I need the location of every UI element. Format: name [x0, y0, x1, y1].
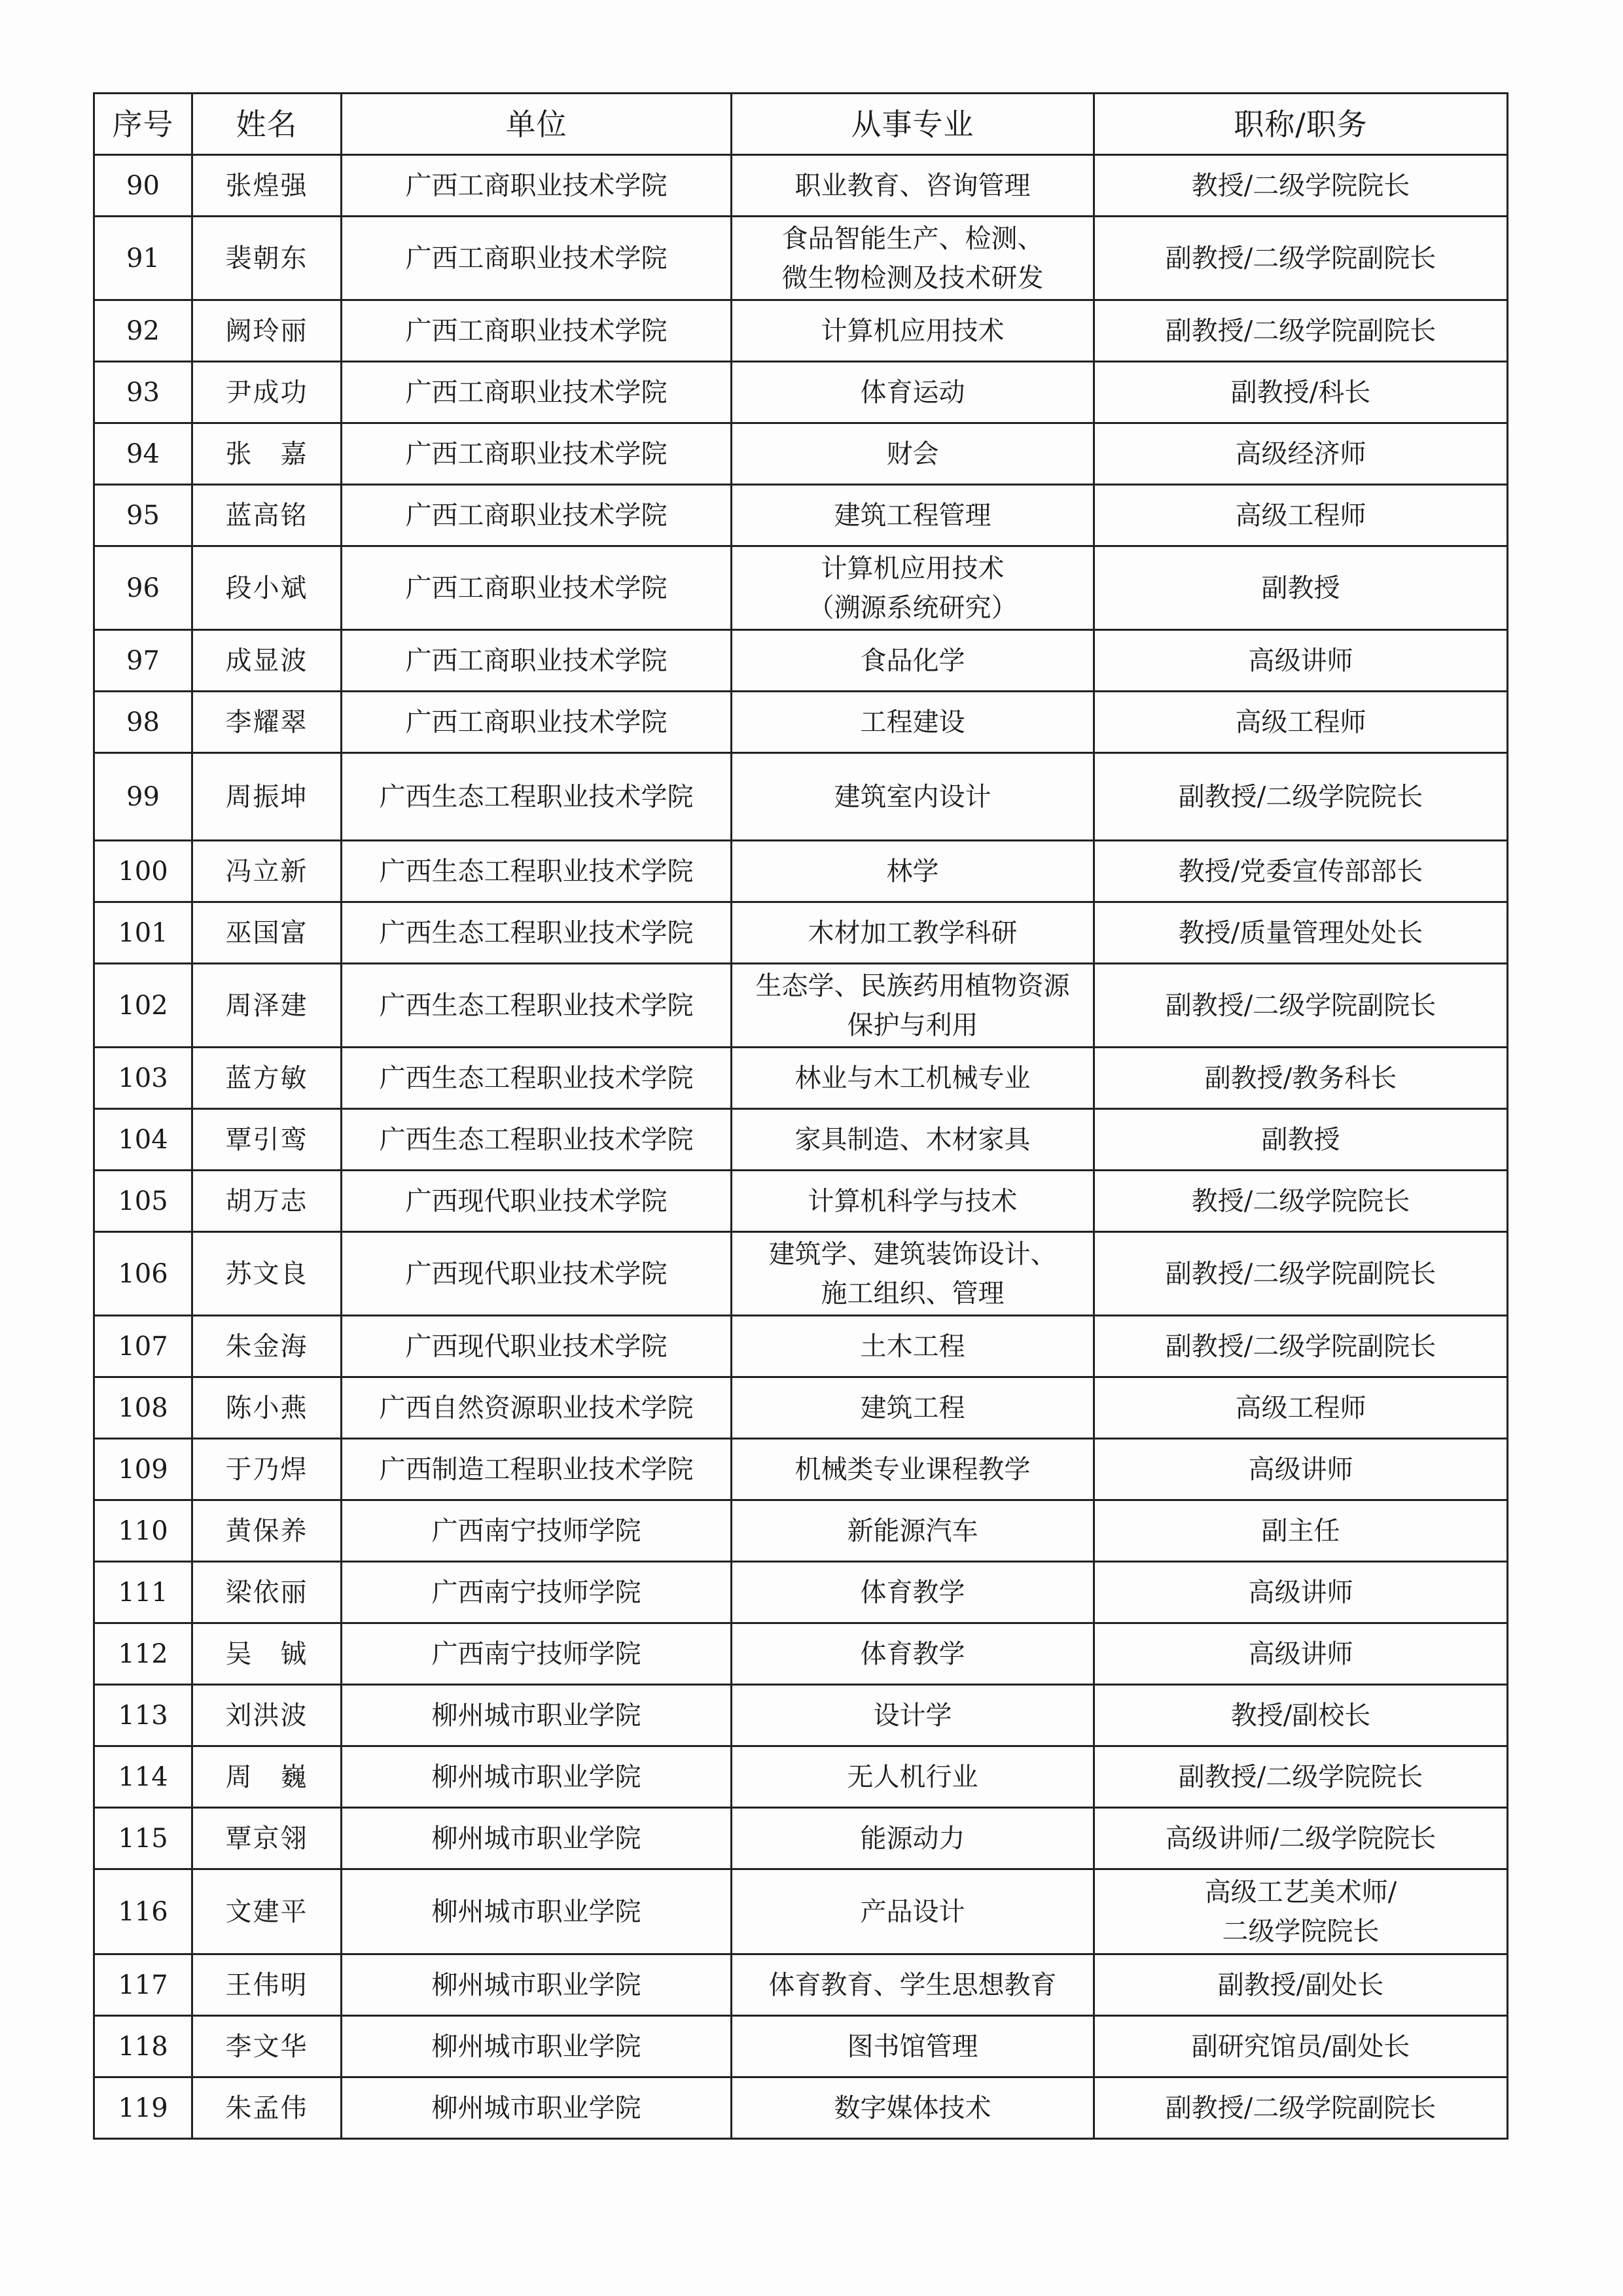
table-row: [94, 1562, 1508, 1623]
table-row: [94, 1316, 1508, 1377]
cell-name: 张 嘉: [192, 423, 342, 485]
cell-unit: 柳州城市职业学院: [342, 1869, 732, 1954]
cell-name: 段小斌: [192, 546, 342, 630]
table-row: [94, 1623, 1508, 1685]
cell-major-line: 家具制造、木材家具: [794, 1124, 1031, 1155]
table-row: [94, 1746, 1508, 1808]
table-row: [94, 964, 1508, 1048]
table-row: [94, 1439, 1508, 1500]
cell-name: 张煌强: [192, 155, 342, 217]
cell-title: [1094, 964, 1508, 1048]
cell-unit: 广西工商职业技术学院: [342, 362, 732, 423]
cell-major: [732, 1869, 1094, 1954]
cell-title-line: 高级讲师: [1248, 1577, 1353, 1608]
cell-no: 99: [94, 753, 192, 841]
cell-name: 吴 铖: [192, 1623, 342, 1685]
table-row: [94, 1232, 1508, 1316]
cell-title: [1094, 1685, 1508, 1746]
cell-major: [732, 2077, 1094, 2139]
cell-major-line: 计算机科学与技术: [808, 1186, 1018, 1216]
cell-major: [732, 1562, 1094, 1623]
cell-no: 110: [94, 1500, 192, 1562]
table-row: [94, 1109, 1508, 1171]
cell-major-line: 财会: [886, 438, 939, 469]
cell-major: [732, 1954, 1094, 2016]
cell-title: [1094, 155, 1508, 217]
cell-title-line: 副教授/二级学院副院长: [1165, 243, 1436, 274]
cell-unit: 柳州城市职业学院: [342, 1954, 732, 2016]
cell-unit: 广西生态工程职业技术学院: [342, 964, 732, 1048]
cell-major-line: 图书馆管理: [847, 2031, 978, 2062]
cell-title-line: 教授/质量管理处处长: [1178, 917, 1423, 948]
table-row: [94, 1808, 1508, 1869]
cell-title: [1094, 546, 1508, 630]
cell-major: [732, 1746, 1094, 1808]
cell-major: [732, 692, 1094, 753]
cell-title-line: 高级讲师: [1248, 1454, 1353, 1485]
cell-title: [1094, 217, 1508, 300]
cell-no: 102: [94, 964, 192, 1048]
cell-unit: 广西工商职业技术学院: [342, 155, 732, 217]
cell-no: 119: [94, 2077, 192, 2139]
cell-unit: 柳州城市职业学院: [342, 1808, 732, 1869]
cell-unit: 广西生态工程职业技术学院: [342, 1109, 732, 1171]
cell-no: 109: [94, 1439, 192, 1500]
cell-title-line: 副教授/二级学院副院长: [1165, 1331, 1436, 1362]
cell-title-line: 副教授/二级学院院长: [1178, 1761, 1423, 1792]
cell-name: 阙玲丽: [192, 300, 342, 362]
cell-major: [732, 1232, 1094, 1316]
cell-title-line: 副教授/二级学院副院长: [1165, 2093, 1436, 2123]
cell-major: [732, 155, 1094, 217]
cell-title: [1094, 1316, 1508, 1377]
cell-unit: 广西工商职业技术学院: [342, 300, 732, 362]
cell-title: [1094, 692, 1508, 753]
cell-major: [732, 1377, 1094, 1439]
cell-major: [732, 1439, 1094, 1500]
cell-unit: 柳州城市职业学院: [342, 1746, 732, 1808]
table-row: [94, 1954, 1508, 2016]
cell-unit: 广西工商职业技术学院: [342, 485, 732, 546]
header-no: 序号: [94, 94, 192, 155]
cell-major-line: 木材加工教学科研: [808, 917, 1018, 948]
cell-unit: 广西工商职业技术学院: [342, 546, 732, 630]
table-row: [94, 630, 1508, 692]
header-name: 姓名: [192, 94, 342, 155]
cell-title: [1094, 630, 1508, 692]
cell-title-line: 高级工程师: [1235, 707, 1366, 737]
cell-unit: 广西现代职业技术学院: [342, 1171, 732, 1232]
cell-no: 96: [94, 546, 192, 630]
cell-major-line: 新能源汽车: [847, 1515, 978, 1546]
table-row: [94, 546, 1508, 630]
cell-major-line: 体育教学: [860, 1638, 965, 1669]
cell-name: 刘洪波: [192, 1685, 342, 1746]
cell-title-line: 副教授: [1261, 1124, 1340, 1155]
cell-name: 李文华: [192, 2016, 342, 2077]
table-row: [94, 1377, 1508, 1439]
cell-unit: 广西南宁技师学院: [342, 1562, 732, 1623]
cell-major-line: 职业教育、咨询管理: [794, 170, 1031, 201]
cell-no: 94: [94, 423, 192, 485]
cell-unit: 广西南宁技师学院: [342, 1500, 732, 1562]
cell-title-line: 高级讲师: [1248, 1638, 1353, 1669]
cell-title-line: 副教授/副处长: [1217, 1969, 1384, 2000]
cell-title: [1094, 2016, 1508, 2077]
table-row: [94, 692, 1508, 753]
cell-name: 陈小燕: [192, 1377, 342, 1439]
table-row: [94, 217, 1508, 300]
cell-major-line: 能源动力: [860, 1823, 965, 1854]
cell-title-line: 高级讲师/二级学院院长: [1165, 1823, 1436, 1854]
cell-unit: 柳州城市职业学院: [342, 2077, 732, 2139]
cell-major: [732, 964, 1094, 1048]
cell-title: [1094, 841, 1508, 902]
cell-title-line: 副研究馆员/副处长: [1191, 2031, 1410, 2062]
cell-title-line: 教授/二级学院院长: [1191, 1186, 1410, 1216]
table-row: [94, 1171, 1508, 1232]
cell-major-line: 保护与利用: [847, 1010, 978, 1040]
cell-name: 梁依丽: [192, 1562, 342, 1623]
cell-major: [732, 1808, 1094, 1869]
cell-title-line: 副教授/二级学院副院长: [1165, 990, 1436, 1021]
cell-unit: 广西工商职业技术学院: [342, 630, 732, 692]
cell-major: [732, 1500, 1094, 1562]
cell-major-line: 体育运动: [860, 377, 965, 408]
cell-no: 107: [94, 1316, 192, 1377]
cell-title-line: 二级学院院长: [1222, 1916, 1380, 1947]
cell-title: [1094, 1048, 1508, 1109]
cell-major: [732, 217, 1094, 300]
cell-name: 蓝高铭: [192, 485, 342, 546]
cell-title-line: 高级工程师: [1235, 1392, 1366, 1423]
cell-no: 105: [94, 1171, 192, 1232]
cell-major-line: 建筑工程: [860, 1392, 965, 1423]
cell-no: 104: [94, 1109, 192, 1171]
cell-major-line: 无人机行业: [847, 1761, 978, 1792]
cell-title-line: 教授/二级学院院长: [1191, 170, 1410, 201]
cell-title: [1094, 1954, 1508, 2016]
cell-title: [1094, 485, 1508, 546]
cell-title: [1094, 1109, 1508, 1171]
cell-major: [732, 362, 1094, 423]
cell-no: 100: [94, 841, 192, 902]
cell-no: 90: [94, 155, 192, 217]
table-row: [94, 1048, 1508, 1109]
cell-name: 覃京翎: [192, 1808, 342, 1869]
cell-no: 112: [94, 1623, 192, 1685]
cell-title-line: 副教授/二级学院副院长: [1165, 1258, 1436, 1289]
cell-major-line: 施工组织、管理: [821, 1278, 1005, 1309]
cell-major-line: 食品智能生产、检测、: [781, 223, 1044, 254]
cell-major-line: 工程建设: [860, 707, 965, 737]
cell-unit: 柳州城市职业学院: [342, 2016, 732, 2077]
cell-major-line: 机械类专业课程教学: [794, 1454, 1031, 1485]
cell-title: [1094, 423, 1508, 485]
cell-title-line: 副教授/二级学院院长: [1178, 781, 1423, 812]
cell-title-line: 高级工程师: [1235, 500, 1366, 531]
cell-major-line: 建筑学、建筑装饰设计、: [768, 1239, 1057, 1269]
cell-no: 114: [94, 1746, 192, 1808]
cell-name: 冯立新: [192, 841, 342, 902]
cell-name: 蓝方敏: [192, 1048, 342, 1109]
cell-unit: 广西制造工程职业技术学院: [342, 1439, 732, 1500]
cell-name: 覃引鸾: [192, 1109, 342, 1171]
cell-title-line: 教授/副校长: [1230, 1700, 1371, 1731]
cell-title-line: 高级工艺美术师/: [1204, 1877, 1397, 1907]
cell-name: 文建平: [192, 1869, 342, 1954]
cell-major-line: 建筑工程管理: [834, 500, 991, 531]
cell-no: 97: [94, 630, 192, 692]
table-row: [94, 155, 1508, 217]
cell-major-line: 产品设计: [860, 1896, 965, 1927]
cell-title-line: 高级经济师: [1235, 438, 1366, 469]
cell-no: 91: [94, 217, 192, 300]
table-row: [94, 300, 1508, 362]
cell-major: [732, 1685, 1094, 1746]
cell-major-line: 林业与木工机械专业: [794, 1063, 1031, 1093]
cell-no: 93: [94, 362, 192, 423]
cell-title: [1094, 1500, 1508, 1562]
cell-major: [732, 1171, 1094, 1232]
cell-name: 裴朝东: [192, 217, 342, 300]
table-row: [94, 362, 1508, 423]
cell-title: [1094, 753, 1508, 841]
cell-major: [732, 1316, 1094, 1377]
cell-major: [732, 423, 1094, 485]
cell-major: [732, 1623, 1094, 1685]
cell-title-line: 教授/党委宣传部部长: [1178, 856, 1423, 887]
cell-major-line: 建筑室内设计: [834, 781, 991, 812]
cell-unit: 广西自然资源职业技术学院: [342, 1377, 732, 1439]
header-unit: 单位: [342, 94, 732, 155]
cell-no: 113: [94, 1685, 192, 1746]
cell-major-line: 设计学: [873, 1700, 952, 1731]
cell-no: 111: [94, 1562, 192, 1623]
cell-unit: 广西生态工程职业技术学院: [342, 841, 732, 902]
table-row: [94, 1869, 1508, 1954]
cell-name: 于乃焊: [192, 1439, 342, 1500]
cell-major: [732, 902, 1094, 964]
cell-major: [732, 300, 1094, 362]
cell-title-line: 副主任: [1261, 1515, 1340, 1546]
cell-major-line: 土木工程: [860, 1331, 965, 1362]
cell-unit: 广西生态工程职业技术学院: [342, 902, 732, 964]
cell-name: 周振坤: [192, 753, 342, 841]
cell-title-line: 副教授: [1261, 573, 1340, 603]
cell-no: 92: [94, 300, 192, 362]
cell-major-line: （溯源系统研究）: [808, 592, 1018, 623]
cell-no: 118: [94, 2016, 192, 2077]
cell-title: [1094, 902, 1508, 964]
cell-name: 李耀翠: [192, 692, 342, 753]
cell-no: 106: [94, 1232, 192, 1316]
cell-name: 王伟明: [192, 1954, 342, 2016]
cell-unit: 广西生态工程职业技术学院: [342, 753, 732, 841]
cell-title: [1094, 1562, 1508, 1623]
cell-major: [732, 753, 1094, 841]
table-row: [94, 902, 1508, 964]
cell-name: 巫国富: [192, 902, 342, 964]
cell-title: [1094, 1171, 1508, 1232]
cell-name: 胡万志: [192, 1171, 342, 1232]
cell-name: 周 巍: [192, 1746, 342, 1808]
cell-title: [1094, 300, 1508, 362]
cell-unit: 广西工商职业技术学院: [342, 217, 732, 300]
cell-no: 117: [94, 1954, 192, 2016]
table-row: [94, 423, 1508, 485]
cell-major: [732, 1109, 1094, 1171]
cell-major: [732, 841, 1094, 902]
cell-title-line: 高级讲师: [1248, 645, 1353, 676]
cell-major-line: 数字媒体技术: [834, 2093, 991, 2123]
cell-no: 103: [94, 1048, 192, 1109]
cell-no: 101: [94, 902, 192, 964]
cell-title: [1094, 1808, 1508, 1869]
cell-title: [1094, 1869, 1508, 1954]
cell-title: [1094, 1746, 1508, 1808]
cell-name: 成显波: [192, 630, 342, 692]
cell-unit: 广西工商职业技术学院: [342, 692, 732, 753]
cell-unit: 广西现代职业技术学院: [342, 1232, 732, 1316]
cell-major-line: 计算机应用技术: [821, 553, 1005, 584]
cell-major-line: 食品化学: [860, 645, 965, 676]
cell-name: 周泽建: [192, 964, 342, 1048]
table-header-row: [94, 94, 1508, 155]
cell-title: [1094, 1232, 1508, 1316]
cell-major-line: 微生物检测及技术研发: [781, 262, 1044, 293]
cell-no: 108: [94, 1377, 192, 1439]
cell-title-line: 副教授/科长: [1230, 377, 1371, 408]
cell-title: [1094, 1439, 1508, 1500]
cell-title: [1094, 1377, 1508, 1439]
cell-no: 116: [94, 1869, 192, 1954]
cell-unit: 广西工商职业技术学院: [342, 423, 732, 485]
cell-no: 115: [94, 1808, 192, 1869]
cell-major: [732, 485, 1094, 546]
table-row: [94, 753, 1508, 841]
cell-title-line: 副教授/教务科长: [1204, 1063, 1397, 1093]
cell-major-line: 体育教学: [860, 1577, 965, 1608]
cell-unit: 柳州城市职业学院: [342, 1685, 732, 1746]
cell-major: [732, 630, 1094, 692]
cell-major-line: 计算机应用技术: [821, 315, 1005, 346]
table-row: [94, 2016, 1508, 2077]
cell-title: [1094, 362, 1508, 423]
table-row: [94, 1500, 1508, 1562]
header-major: 从事专业: [732, 94, 1094, 155]
cell-name: 黄保养: [192, 1500, 342, 1562]
table-row: [94, 1685, 1508, 1746]
cell-title-line: 副教授/二级学院副院长: [1165, 315, 1436, 346]
cell-no: 98: [94, 692, 192, 753]
table-row: [94, 2077, 1508, 2139]
cell-name: 尹成功: [192, 362, 342, 423]
cell-name: 朱孟伟: [192, 2077, 342, 2139]
cell-major: [732, 1048, 1094, 1109]
cell-name: 苏文良: [192, 1232, 342, 1316]
header-title: 职称/职务: [1094, 94, 1508, 155]
cell-unit: 广西生态工程职业技术学院: [342, 1048, 732, 1109]
cell-major-line: 生态学、民族药用植物资源: [755, 970, 1070, 1001]
table-body: [94, 155, 1508, 2139]
cell-title: [1094, 1623, 1508, 1685]
cell-major-line: 体育教育、学生思想教育: [768, 1969, 1057, 2000]
cell-unit: 广西南宁技师学院: [342, 1623, 732, 1685]
cell-title: [1094, 2077, 1508, 2139]
cell-no: 95: [94, 485, 192, 546]
expert-roster-table: [93, 92, 1508, 2140]
cell-name: 朱金海: [192, 1316, 342, 1377]
cell-unit: 广西现代职业技术学院: [342, 1316, 732, 1377]
table-row: [94, 485, 1508, 546]
cell-major: [732, 2016, 1094, 2077]
cell-major: [732, 546, 1094, 630]
table-row: [94, 841, 1508, 902]
cell-major-line: 林学: [886, 856, 939, 887]
